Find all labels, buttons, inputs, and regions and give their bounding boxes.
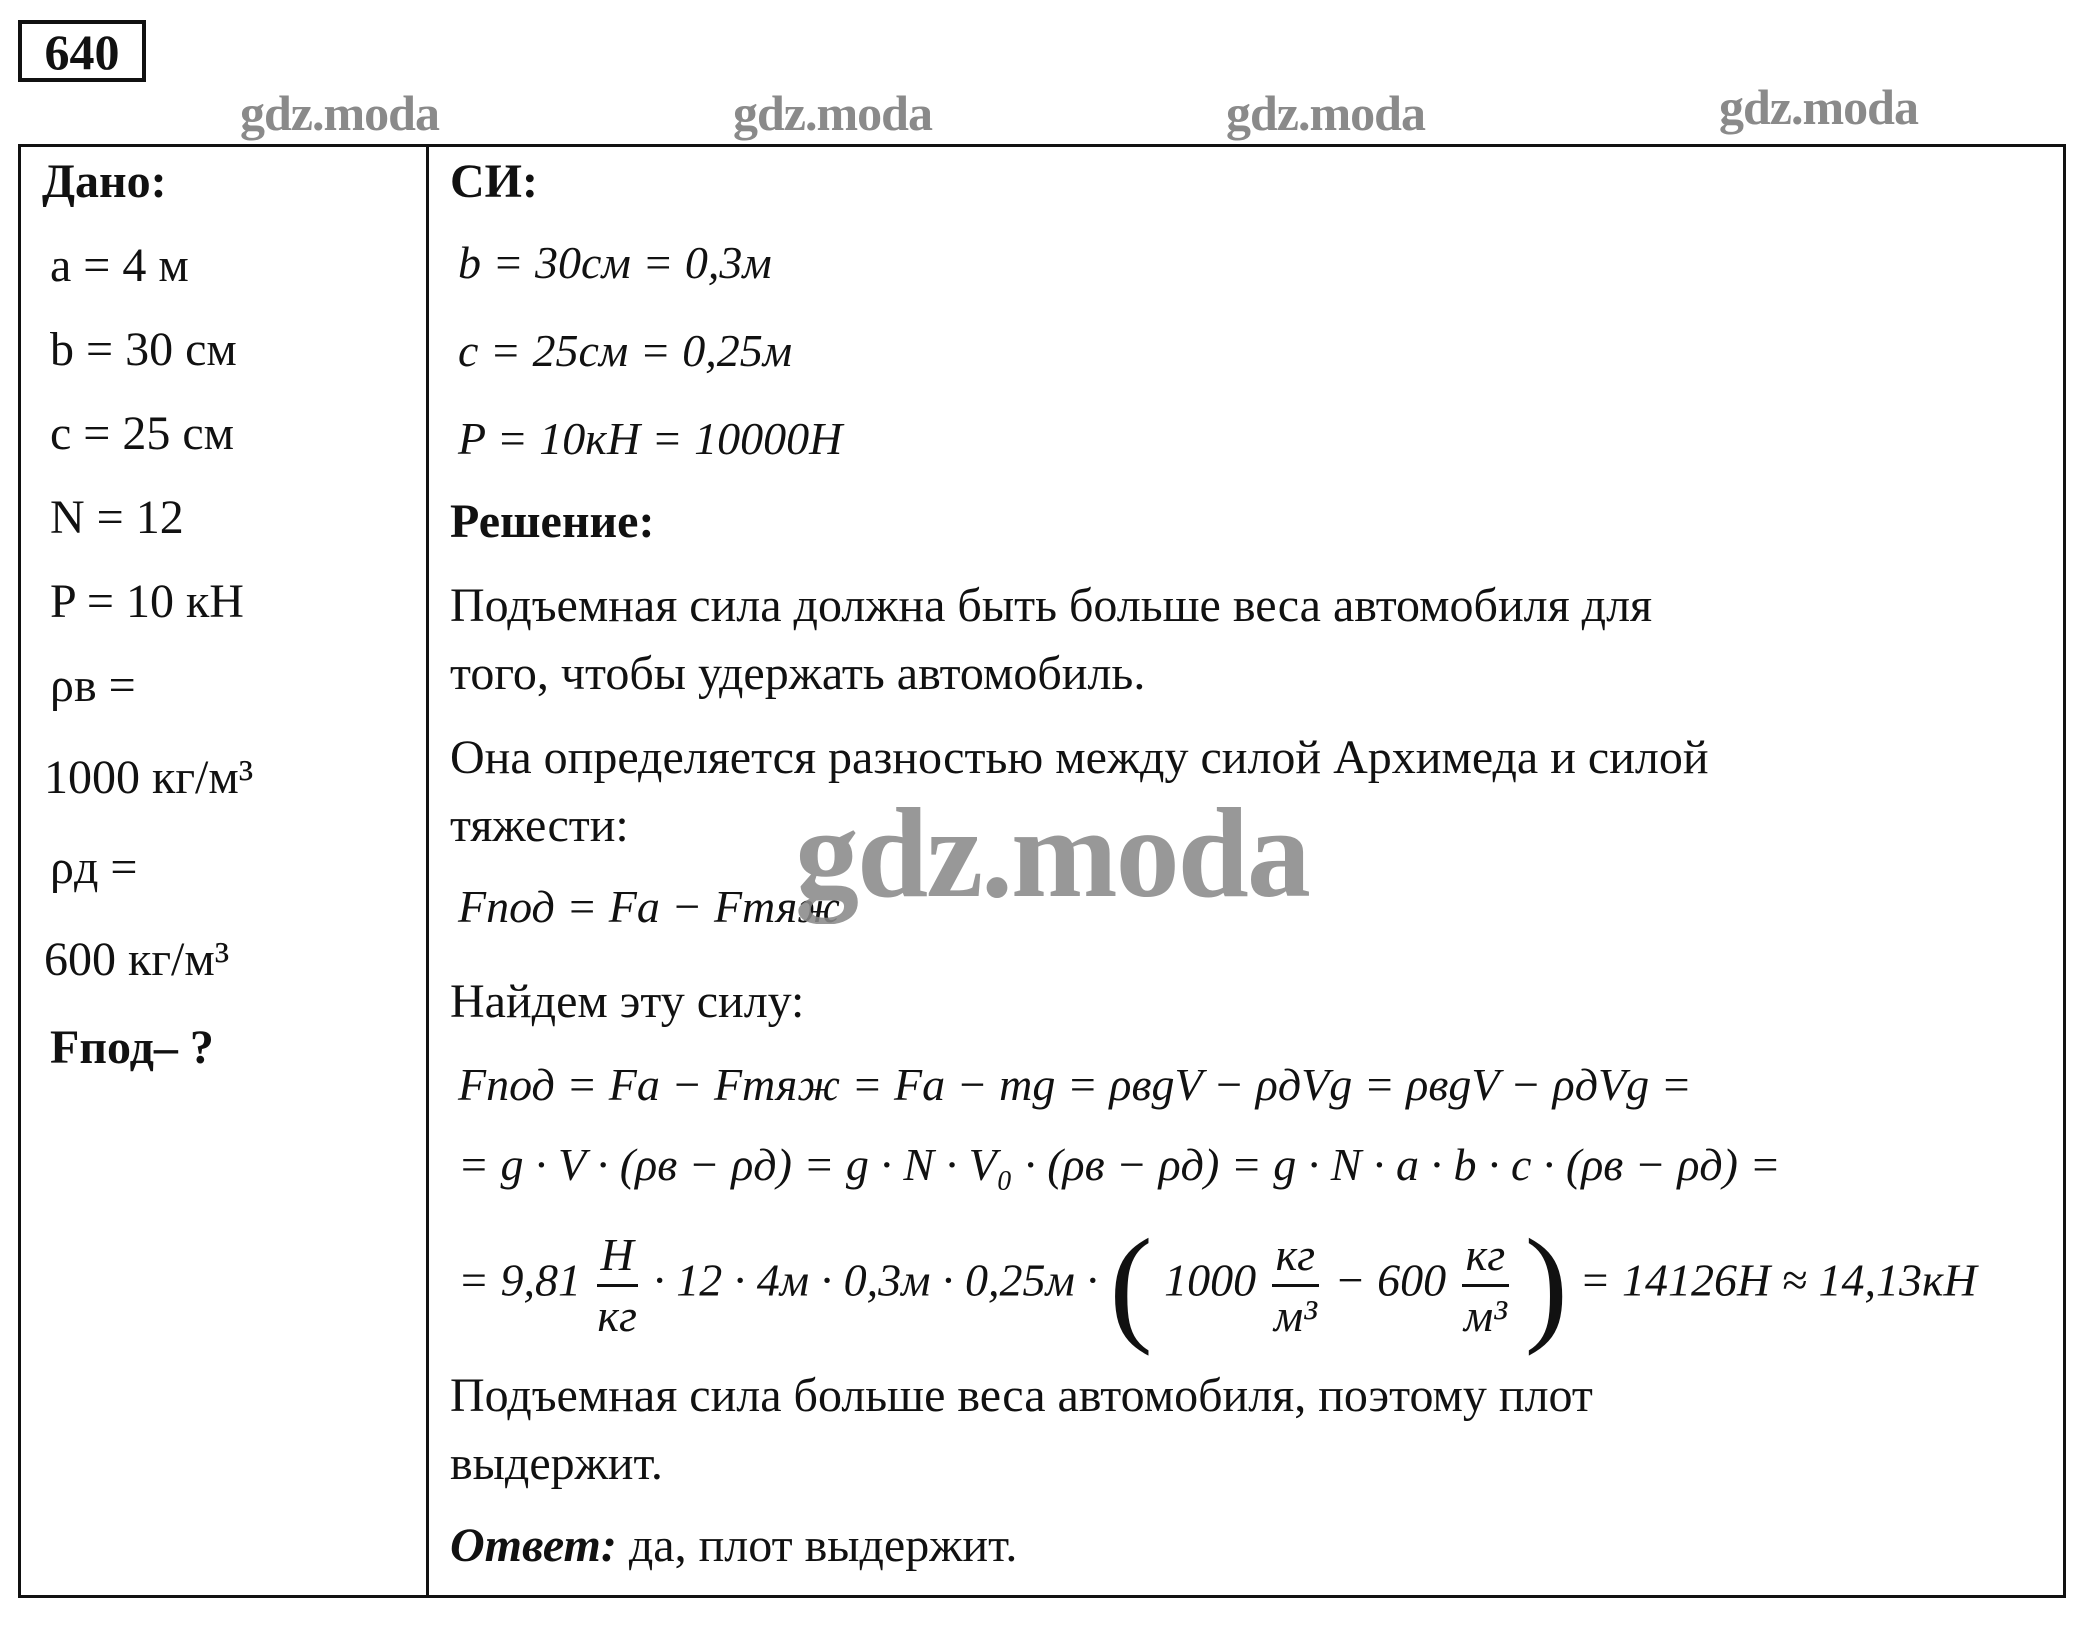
formula-derivation-line-2: = g · V · (ρв − ρд) = g · N · V₀ · (ρв − ρд) = g · N · a · b · c · (ρв − ρд) = (458, 1139, 1781, 1190)
solution-paragraph-2-line-1: Она определяется разностью между силой Архимеда и силой (450, 731, 1709, 784)
si-p: P = 10кН = 10000Н (458, 413, 843, 464)
given-rho-water-label: ρв = (50, 659, 136, 712)
right-paren: ) (1524, 1213, 1568, 1357)
calc-minus-600: − 600 (1334, 1254, 1447, 1306)
given-rho-water-value: 1000 кг/м³ (44, 751, 254, 804)
answer-label: Ответ: (450, 1519, 617, 1572)
given-b: b = 30 см (50, 323, 237, 376)
given-c: c = 25 см (50, 407, 235, 460)
given-p: P = 10 кН (50, 575, 244, 628)
calc-value-1000: 1000 (1164, 1254, 1257, 1306)
formula-calculation (458, 1210, 1977, 1360)
fraction-kg-per-m3 (1272, 1226, 1319, 1345)
given-rho-wood-label: ρд = (50, 841, 138, 894)
given-n: N = 12 (50, 491, 184, 544)
calc-result: = 14126Н ≈ 14,13кН (1579, 1254, 1977, 1306)
given-title: Дано: (42, 155, 167, 208)
given-a: a = 4 м (50, 239, 189, 292)
watermark-center: gdz.moda (795, 782, 1309, 924)
solution-paragraph-3: Найдем эту силу: (450, 975, 805, 1028)
left-paren: ( (1109, 1213, 1153, 1357)
fraction-n-per-kg (597, 1226, 638, 1345)
solution-paragraph-4-line-2: выдержит. (450, 1437, 663, 1490)
watermark: gdz.moda (1719, 79, 1918, 135)
fraction-kg-per-m3 (1462, 1226, 1509, 1345)
fraction-denominator: м³ (1463, 1289, 1507, 1341)
calc-start: = 9,81 (458, 1254, 582, 1306)
watermark: gdz.moda (733, 85, 932, 141)
solution-paragraph-4-line-1: Подъемная сила больше веса автомобиля, поэтому плот (450, 1369, 1593, 1422)
fraction-denominator: м³ (1273, 1289, 1317, 1341)
formula-derivation-line-1: Fпод = Fа − Fтяж = Fа − mg = ρвgV − ρдVg = ρвgV − ρдVg = (458, 1059, 1692, 1110)
solution-paragraph-2-line-2: тяжести: (450, 799, 629, 852)
fraction-denominator: кг (597, 1289, 637, 1341)
si-b: b = 30см = 0,3м (458, 237, 772, 288)
si-title: СИ: (450, 155, 538, 208)
given-find: Fпод– ? (50, 1021, 214, 1074)
problem-number: 640 (18, 20, 146, 82)
given-rho-wood-value: 600 кг/м³ (44, 933, 230, 986)
answer-line (450, 1518, 1017, 1573)
solution-title: Решение: (450, 495, 655, 548)
formula-lift-force: Fпод = Fа − Fтяж (458, 881, 840, 932)
fraction-numerator: кг (1462, 1226, 1509, 1287)
fraction-numerator: кг (1272, 1226, 1319, 1287)
solution-paragraph-1-line-1: Подъемная сила должна быть больше веса автомобиля для (450, 579, 1653, 632)
watermark: gdz.moda (240, 85, 439, 141)
watermark: gdz.moda (1226, 85, 1425, 141)
answer-text: да, плот выдержит. (616, 1519, 1018, 1572)
si-c: c = 25см = 0,25м (458, 325, 793, 376)
column-divider (426, 144, 429, 1598)
calc-middle: · 12 · 4м · 0,3м · 0,25м · (653, 1254, 1098, 1306)
solution-paragraph-1-line-2: того, чтобы удержать автомобиль. (450, 647, 1146, 700)
fraction-numerator: Н (597, 1226, 638, 1287)
